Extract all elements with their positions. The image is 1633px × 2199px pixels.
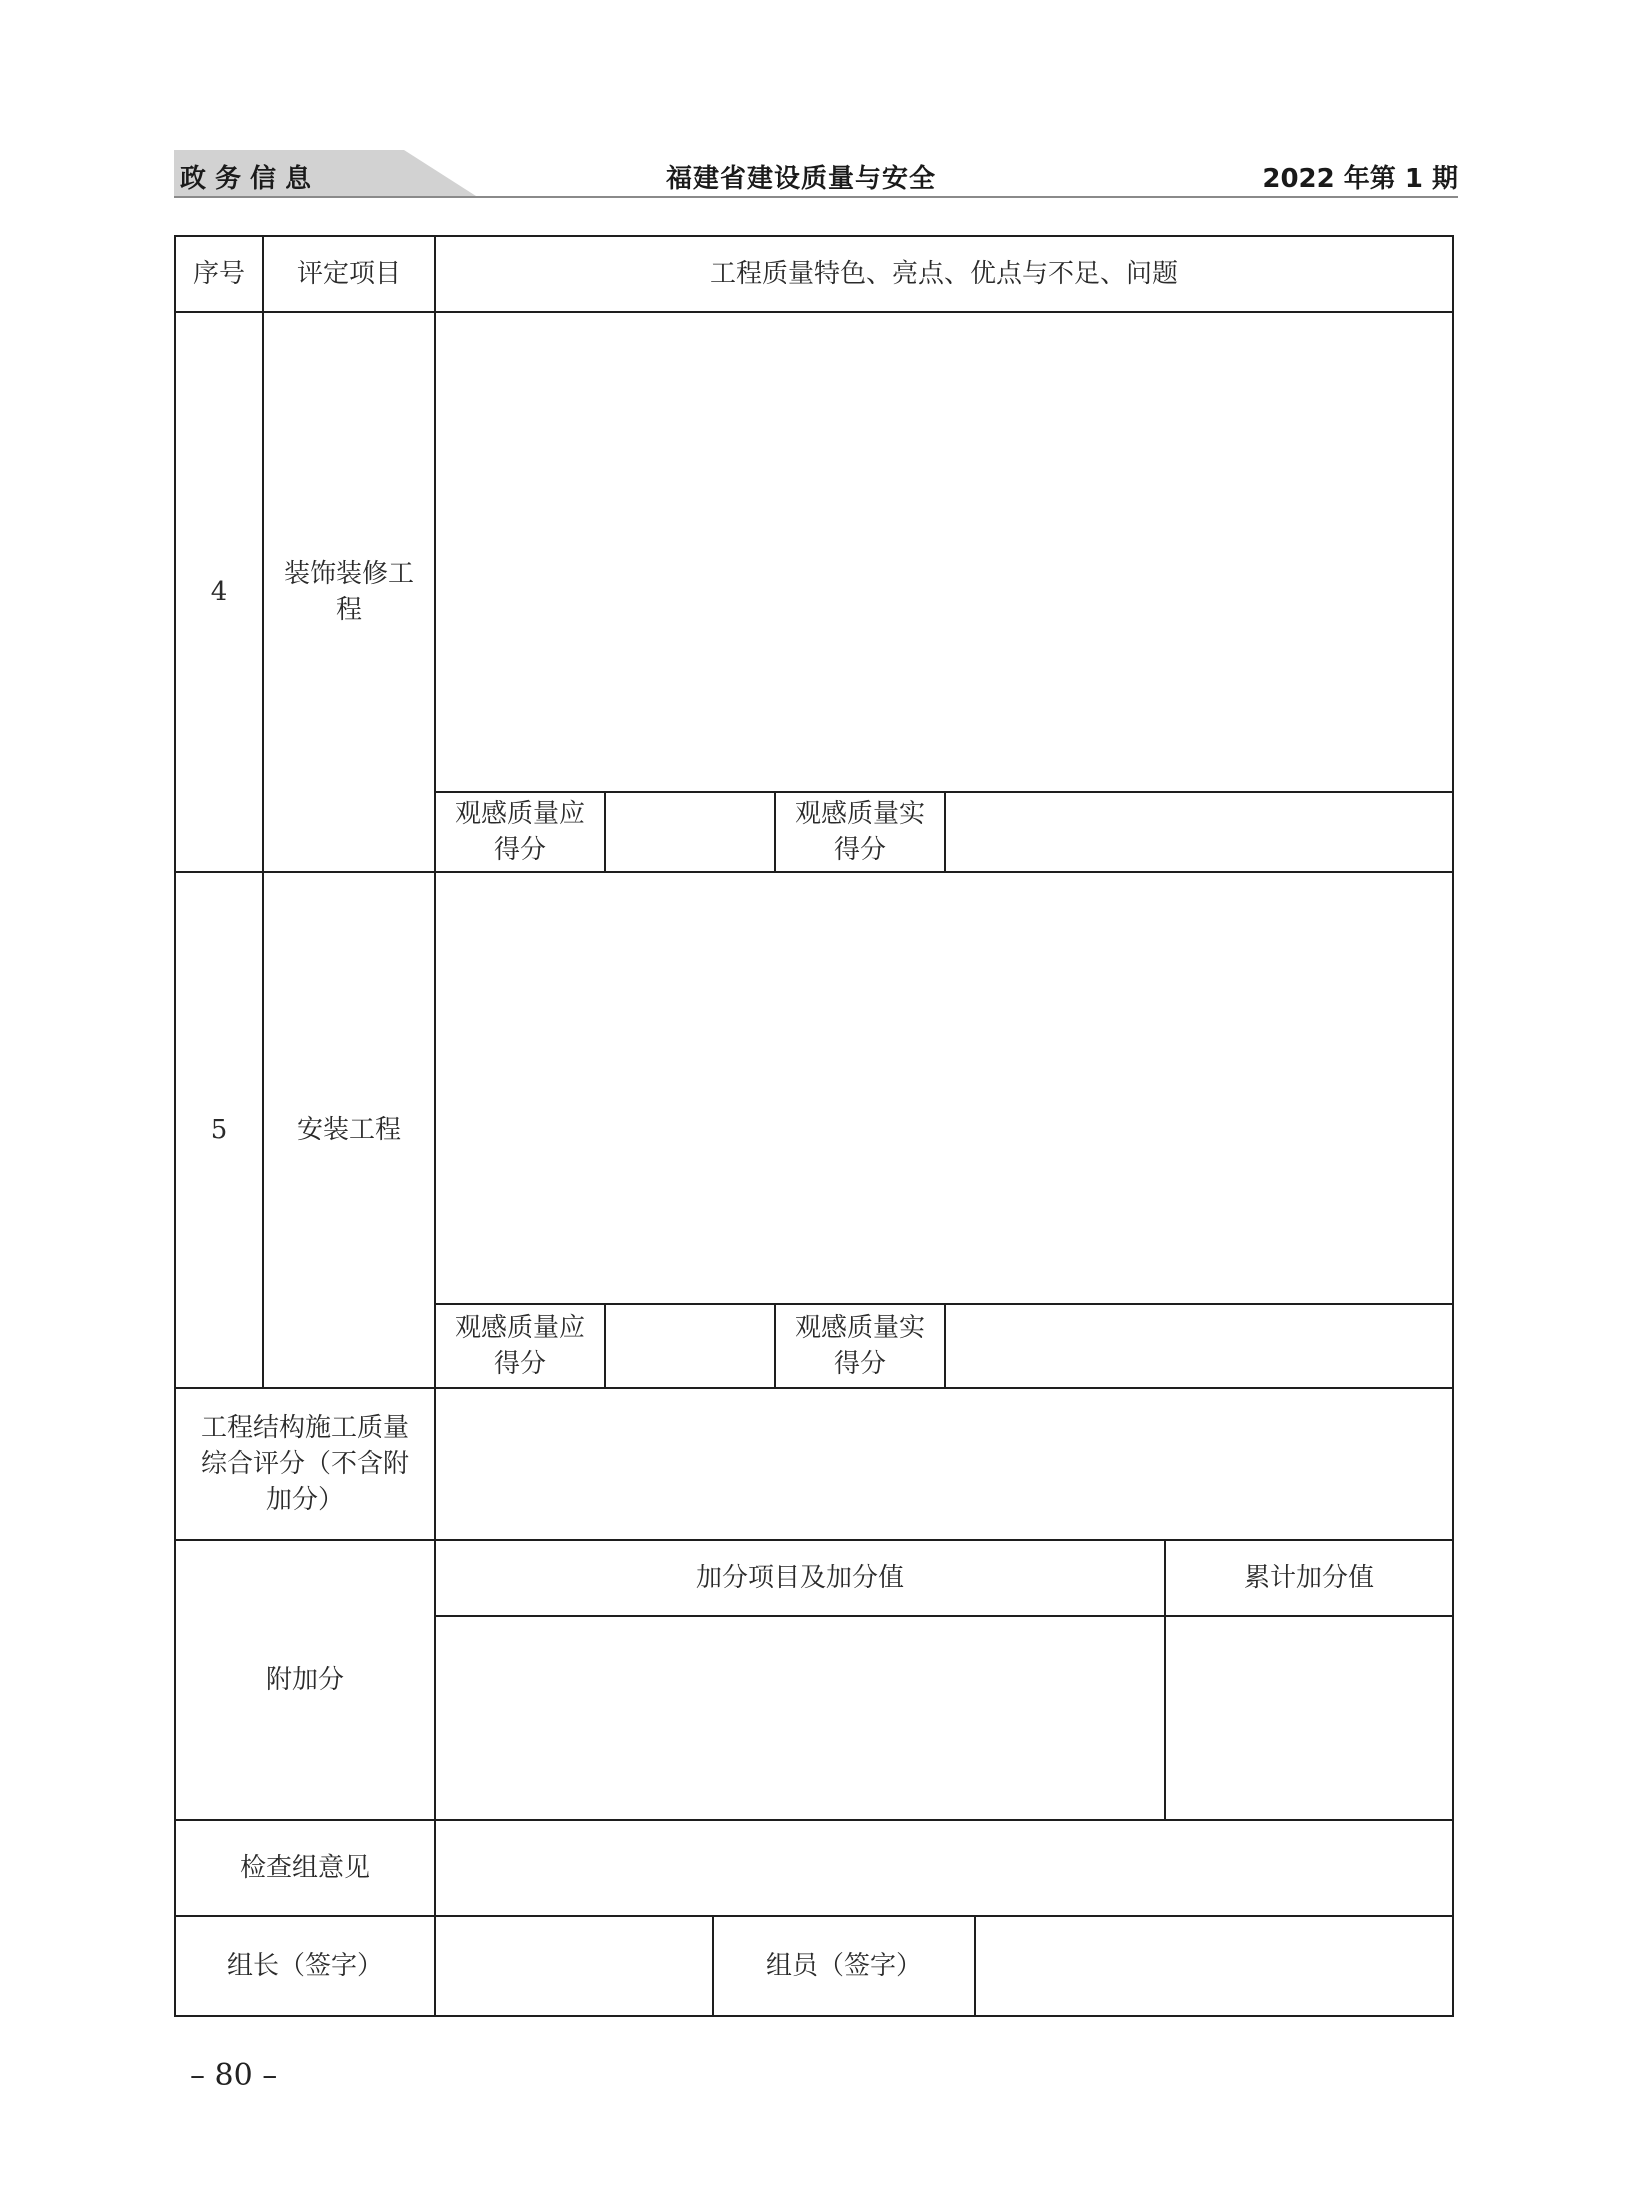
row-4-item [264,313,436,873]
col-header-item-text: 评定项目 [296,259,401,289]
journal-title: 福建省建设质量与安全 [666,164,937,194]
header-rule [174,196,1458,198]
header-category-tab [174,150,404,196]
row-4-expected-label-text: 观感质量应得分 [454,799,585,865]
row-5-no [174,873,264,1389]
row-4-expected-label [436,793,606,873]
opinion-label [174,1821,436,1917]
col-header-no-text: 序号 [192,259,245,289]
row-5-features-cell[interactable] [436,873,1454,1305]
row-4-actual-value[interactable] [946,793,1454,873]
opinion-cell[interactable] [436,1821,1454,1917]
opinion-label-text: 检查组意见 [239,1853,370,1883]
row-4-no-text: 4 [210,577,228,607]
bonus-label [174,1541,436,1821]
member-signature-label-text: 组员（签字） [765,1951,922,1981]
row-4-item-text: 装饰装修工程 [284,559,415,625]
member-signature-cell[interactable] [976,1917,1454,2017]
row-4-expected-value[interactable] [606,793,776,873]
header-tab-slant [404,150,476,196]
bonus-total-header [1166,1541,1454,1617]
row-4-actual-label-text: 观感质量实得分 [794,799,925,865]
row-5-actual-label-text: 观感质量实得分 [794,1313,925,1379]
overall-score-label [174,1389,436,1541]
bonus-total-cell[interactable] [1166,1617,1454,1821]
row-5-actual-value[interactable] [946,1305,1454,1389]
evaluation-table [174,235,1454,2017]
leader-signature-cell[interactable] [436,1917,714,2017]
bonus-items-header-text: 加分项目及加分值 [695,1563,904,1593]
row-5-actual-label [776,1305,946,1389]
row-4-features-cell[interactable] [436,313,1454,793]
bonus-total-header-text: 累计加分值 [1243,1563,1374,1593]
bonus-items-header [436,1541,1166,1617]
col-header-item [264,235,436,313]
leader-signature-label [174,1917,436,2017]
page-header [174,150,1458,196]
bonus-label-text: 附加分 [265,1665,344,1695]
leader-signature-label-text: 组长（签字） [226,1951,383,1981]
bonus-items-cell[interactable] [436,1617,1166,1821]
row-5-expected-label [436,1305,606,1389]
row-4-no [174,313,264,873]
issue-number: 2022 年第 1 期 [1262,164,1458,194]
member-signature-label [714,1917,976,2017]
overall-score-value[interactable] [436,1389,1454,1541]
col-header-no [174,235,264,313]
header-category: 政务信息 [180,164,321,194]
col-header-features-text: 工程质量特色、亮点、优点与不足、问题 [709,259,1178,289]
row-5-item [264,873,436,1389]
col-header-features [436,235,1454,313]
row-5-no-text: 5 [210,1115,228,1145]
page-number: – 80 – [190,2058,278,2093]
row-5-expected-value[interactable] [606,1305,776,1389]
overall-score-label-text: 工程结构施工质量综合评分（不含附加分） [200,1413,409,1515]
row-5-expected-label-text: 观感质量应得分 [454,1313,585,1379]
row-4-actual-label [776,793,946,873]
row-5-item-text: 安装工程 [296,1115,401,1145]
